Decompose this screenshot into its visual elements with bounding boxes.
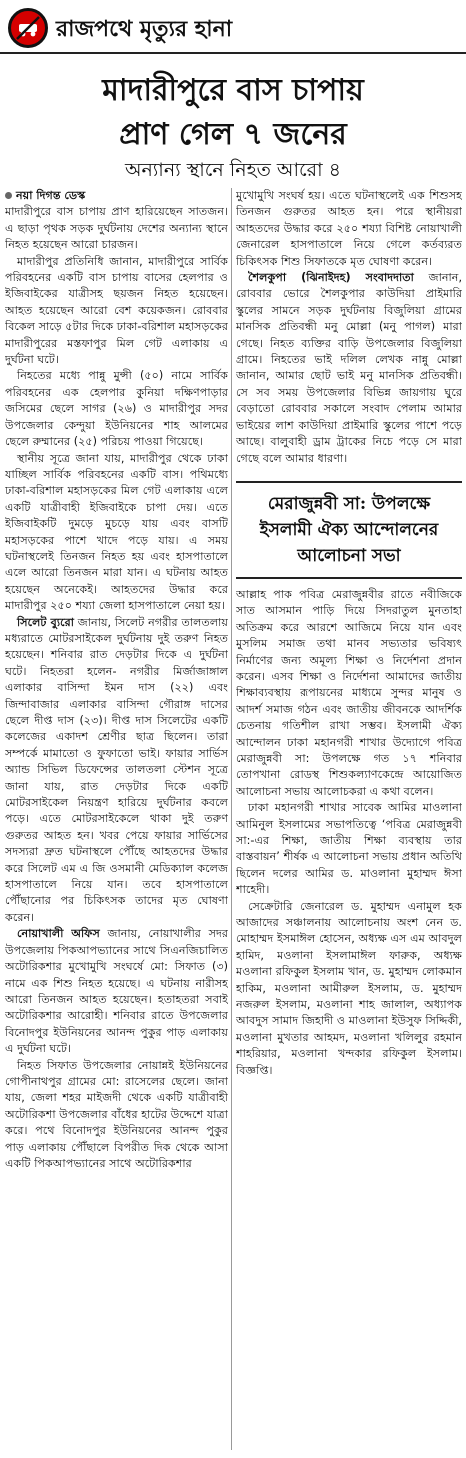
paragraph: ঢাকা মহানগরী শাখার সাবেক আমির মাওলানা আমিনুল ইসলামের সভাপতিত্বে ‘পবিত্র মেরাজুন্নবী সা:-এর শিক্ষা, জাতীয় শিক্ষা ব্যবস্থায় তার বাস্তবায়ন’ শীর্ষক এ আলোচনা সভায় প্রধান অতিথি ছিলেন দলের আমির ড. মাওলানা মুহাম্মদ ঈসা শাহেদী।: [236, 801, 462, 897]
paragraph: নিহতের মধ্যে পান্নু মুন্সী (৫০) নামে সার্বিক পরিবহনের এক হেলপার কুনিয়া দক্ষিণপাড়ার জসিমের ছেলে সাগর (২৬) ও মাদারীপুর সদর উপজেলার কেন্দুয়া ইউনিয়নের শাহ আলমের ছেলে রুম্মানের (২৫) পরিচয় পাওয়া গিয়েছে।: [5, 369, 228, 449]
headline-line-1: মাদারীপুরে বাস চাপায়: [102, 73, 364, 108]
headline-line-2: প্রাণ গেল ৭ জনের: [119, 117, 347, 152]
left-column: [5, 188, 228, 1452]
bullet-icon: [5, 192, 12, 199]
paragraph: শৈলকুপা (ঝিনাইদহ) সংবাদদাতা জানান, রোববার ভোরে শৈলকুপার কাউদিয়া প্রাইমারি স্কুলের সামনে সড়ক দুর্ঘটনায় বিজুলিয়া গ্রামের মানসিক প্রতিবন্ধী মনু মোল্লা (মনু পাগল) মারা গেছে। নিহত ব্যক্তির বাড়ি উপজেলার বিজুলিয়া গ্রামে। নিহতের ভাই দলিল লেখক নান্নু মোল্লা জানান, আমার ছোট ভাই মনু মানসিক প্রতিবন্ধী। সে সব সময় উপজেলার বিভিন্ন জায়গায় ঘুরে বেড়াতো রোববার সকালে সংবাদ পেলাম আমার ভাইয়ের লাশ কাউদিয়া প্রাইমারি স্কুলের পাশে পড়ে আছে। বালুবাহী ড্রাম ট্রাকের নিচে পড়ে সে মারা গেছে বলে আমার ধারণা।: [236, 271, 462, 465]
paragraph: মাদারীপুরে বাস চাপায় প্রাণ হারিয়েছেন সাতজন। এ ছাড়া পৃথক সড়ক দুর্ঘটনায় দেশের অন্যান্য স্থানে নিহত হয়েছেন আরো চারজন।: [5, 205, 228, 252]
byline: নয়া দিগন্ত ডেস্ক: [5, 188, 228, 204]
subheadline: অন্যান্য স্থানে নিহত আরো ৪: [125, 159, 341, 181]
paragraph: নিহত সিফাত উপজেলার নোয়ান্নই ইউনিয়নের গোপীনাথপুর গ্রামের মো: রাসেলের ছেলে। জানা যায়, জেলা শহর মাইজদী থেকে একটি যাত্রীবাহী অটোরিকশা উপজেলার বাঁধের হাটের উদ্দেশে যাত্রা করে। পথে বিনোদপুর ইউনিয়নের আনন্দ পুকুর পাড় এলাকায় পৌঁছালে বিপরীত দিক থেকে আসা একটি পিকআপভ্যানের সাথে অটোরিকশার: [5, 1058, 228, 1170]
paragraph: মাদারীপুর প্রতিনিধি জানান, মাদারীপুরে সার্বিক পরিবহনের একটি বাস চাপায় বাসের হেলপার ও ইজিবাইকের যাত্রীসহ ছয়জন নিহত হয়েছেন। আহত হয়েছেন আরো বেশ কয়েকজন। রোববার বিকেল সাড়ে ৫টার দিকে ঢাকা-বরিশাল মহাসড়কের মাদারীপুরের মস্তফাপুর মিল গেট এলাকায় এ দুর্ঘটনা ঘটে।: [5, 254, 228, 367]
dateline: সিলেট ব্যুরো: [17, 615, 74, 629]
paragraph: সেক্রেটারি জেনারেল ড. মুহাম্মদ এনামুল হক আজাদের সঞ্চালনায় আলোচনায় অংশ নেন ড. মোহাম্মদ ইসমাঈল হোসেন, অধ্যক্ষ এস এম আবদুল হামিদ, মওলানা ইসলামাঈল ফারুক, অধ্যক্ষ মওলানা রফিকুল ইসলাম খান, ড. মুহাম্মদ লোকমান হাকিম, মওলানা আমীরুল ইসলাম, ড. মুহাম্মদ নজরুল ইসলাম, মওলানা শাহ জালাল, অধ্যাপক আবদুস সামাদ জিহাদী ও মাওলানা ইউসুফ সিদ্দিকী, মওলানা মুখতার আহমদ, মওলানা খলিলুর রহমান শাহরিয়ার, মওলানা খন্দকার রফিকুল ইসলাম। বিজ্ঞপ্তি।: [236, 899, 462, 1077]
secondary-headline-line-3: আলোচনা সভা: [297, 545, 401, 566]
secondary-headline-box: [236, 481, 462, 579]
secondary-headline-line-2: ইসলামী ঐক্য আন্দোলনের: [259, 519, 439, 540]
dateline: শৈলকুপা (ঝিনাইদহ) সংবাদদাতা: [248, 271, 414, 285]
paragraph: সিলেট ব্যুরো জানায়, সিলেট নগরীর তালতলায় মধ্যরাতে মোটরসাইকেল দুর্ঘটনায় দুই তরুণ নিহত হয়েছেন। শনিবার রাত দেড়টার দিকে এ দুর্ঘটনা ঘটে। নিহতরা হলেন- নগরীর মির্জাজাঙ্গাল এলাকার বাসিন্দা ইমন দাস (২২) এবং জিন্দাবাজার এলাকার বাসিন্দা গৌরাঙ্গ দাসের ছেলে দীপ্ত দাস (২৩)। দীপ্ত দাস সিলেটের একটি কলেজের একাদশ শ্রেণীর ছাত্র ছিলেন। তারা সম্পর্কে মামাতো ও ফুফাতো ভাই। ফায়ার সার্ভিস অ্যান্ড সিভিল ডিফেন্সের তালতলা স্টেশন সূত্রে জানা যায়, রাত দেড়টার দিকে একটি মোটরসাইকেল নিয়ন্ত্রণ হারিয়ে দুর্ঘটনার কবলে পড়ে। এতে মোটরসাইকেলে থাকা দুই তরুণ গুরুতর আহত হন। খবর পেয়ে ফায়ার সার্ভিসের সদস্যরা দ্রুত ঘটনাস্থলে পৌঁছে আহতদের উদ্ধার করে সিলেট এম এ জি ওসমানী মেডিক্যাল কলেজ হাসপাতালে নিয়ে যান। তবে হাসপাতালে পৌঁছানোর পর চিকিৎসক তাদের মৃত ঘোষণা করেন।: [5, 615, 228, 924]
accident-logo-icon: [8, 8, 48, 48]
paragraph: স্থানীয় সূত্রে জানা যায়, মাদারীপুর থেকে ঢাকা যাচ্ছিল সার্বিক পরিবহনের একটি বাস। পথিমধ্যে ঢাকা-বরিশাল মহাসড়কের মিল গেট এলাকায় এলে একটি যাত্রীবাহী ইজিবাইকে চাপা দেয়। এতে ইজিবাইকটি দুমড়ে মুচড়ে যায় এবং বাসটি মহাসড়কের পাশে খাদে পড়ে যায়। এ সময় ঘটনাস্থলেই তিনজন নিহত হয় এবং হাসপাতালে এলে আরো তিনজন মারা যান। এ ঘটনায় আহত হয়েছেন অনেকেই। আহতদের উদ্ধার করে মাদারীপুর ২৫০ শয্যা জেলা হাসপাতালে নেয়া হয়।: [5, 451, 228, 613]
right-column: [236, 188, 462, 1452]
paragraph: আল্লাহ পাক পবিত্র মেরাজুন্নবীর রাতে নবীজিকে সাত আসমান পাড়ি দিয়ে সিদরাতুল মুনতাহা অতিক্রম করে আরশে আজিমে নিয়ে যান এবং মুসলিম সমাজ তথা মানব সভ্যতার ভবিষ্যৎ নির্মাণের জন্য অমূল্য শিক্ষা ও নির্দেশনা প্রদান করেন। এসব শিক্ষা ও নির্দেশনা আমাদের জাতীয় শিক্ষাব্যবস্থায় রূপায়নের মাধ্যমে সুন্দর মানুষ ও আদর্শ সমাজ গঠন এবং জাতীয় জীবনকে আদর্শিক চেতনায় গতিশীল রাখা সম্ভব। ইসলামী ঐক্য আন্দোলন ঢাকা মহানগরী শাখার উদ্যোগে পবিত্র মেরাজুন্নবী সা: উপলক্ষে গত ১৭ শনিবার তোপখানা রোডস্থ শিশুকল্যাণকেন্দ্রে আয়োজিত আলোচনা সভায় আলোচকরা এ কথা বলেন।: [236, 587, 462, 798]
secondary-headline-line-1: মেরাজুন্নবী সা: উপলক্ষে: [267, 493, 431, 514]
section-title: রাজপথে মৃত্যুর হানা: [56, 17, 233, 42]
paragraph: মুখোমুখি সংঘর্ষ হয়। এতে ঘটনাস্থলেই এক শিশুসহ তিনজন গুরুতর আহত হন। পরে স্থানীয়রা আহতদের উদ্ধার করে ২৫০ শয্যা বিশিষ্ট নোয়াখালী জেনারেল হাসপাতালে নিয়ে গেলে কর্তব্যরত চিকিৎসক শিশু সিফাতকে মৃত ঘোষণা করেন।: [236, 189, 462, 268]
paragraph: নোয়াখালী অফিস জানায়, নোয়াখালীর সদর উপজেলায় পিকআপভ্যানের সাথে সিএনজিচালিত অটোরিকশার মুখোমুখি সংঘর্ষে মো: সিফাত (৩) নামে এক শিশু নিহত হয়েছে। এ ঘটনায় নারীসহ আরো তিনজন আহত হয়েছেন। হতাহতরা সবাই অটোরিকশার আরোহী। শনিবার রাতে উপজেলার বিনোদপুর ইউনিয়নের আনন্দ পুকুর পাড় এলাকায় এ দুর্ঘটনা ঘটে।: [5, 927, 228, 1056]
section-header: [0, 0, 466, 54]
dateline: নোয়াখালী অফিস: [17, 927, 100, 941]
column-divider: [231, 188, 232, 1450]
